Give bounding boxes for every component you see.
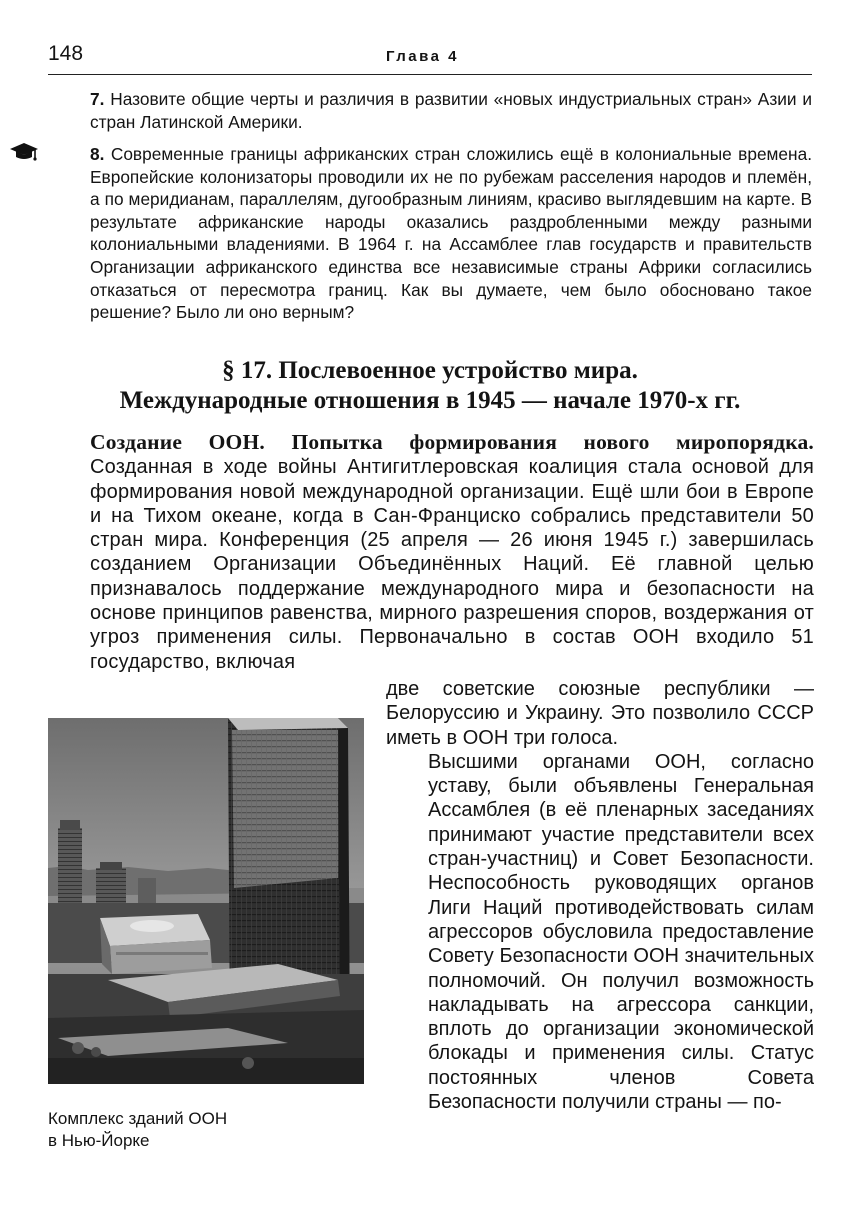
paragraph-right-2: Высшими органами ООН, согласно уставу, были объявлены Генеральная Ассамблея (в её пленарных заседаниях принимают участие представители всех стран-участниц) и Совет Безопасности. Неспособность руководящих органов Лиги Наций противодействовать силам агрессоров обусловила предоставление Совету Безопасности ООН значительных полномочий. Он получил возможность накладывать на агрессора санкции, вплоть до организации экономической блокады и применения силы. Статус постоянных членов Совета Безопасности получили страны — по- [428,750,814,1114]
figure-caption [48,1108,348,1152]
figure-caption-line-1: Комплекс зданий ООН [48,1109,228,1128]
un-complex-illustration [48,718,364,1084]
subsection-title: Создание ООН. Попытка формирования нового миропорядка. [90,430,814,454]
question-7 [48,88,812,133]
graduation-cap-icon [8,140,40,162]
question-7-number: 7. [90,89,105,109]
question-8-text: Современные границы африканских стран сложились ещё в колониальные времена. Европейские колонизаторы проводили их не по рубежам расселения народов и племён, а по меридианам, параллелям, дугообразным линиям, красиво выглядевшим на карте. В результате африканские народы оказались раздробленными между разными колониальными владениями. В 1964 г. на Ассамблее глав государств и правительств Организации африканского единства все независимые страны Африки согласились отказаться от пересмотра границ. Как вы думаете, чем было обосновано такое решение? Было ли оно верным? [90,144,812,323]
figure-caption-line-2: в Нью-Йорке [48,1131,150,1150]
subsection-text-top: Созданная в ходе войны Антигитлеровская коалиция стала основой для формирования новой международной организации. Ещё шли бои в Европе и на Тихом океане, когда в Сан-Франциско собрались представители 50 стран мира. Конференция (25 апреля — 26 июня 1945 г.) завершилась созданием Организации Объединённых Наций. Её главной целью признавалось поддержание международного мира и безопасности на основе принципов равенства, мирного разрешения споров, воздержания от угроз применения силы. Первоначально в состав ООН входило 51 государство, включая [90,456,814,673]
question-8-number: 8. [90,144,105,164]
page-header [48,40,812,75]
page-number: 148 [48,42,84,65]
chapter-title: Глава 4 [386,48,460,65]
subsection-intro [48,430,814,674]
question-7-text: Назовите общие черты и различия в развитии «новых индустриальных стран» Азии и стран Латинской Америки. [90,89,812,132]
subsection-right-column [386,677,814,1114]
section-title-line-2: Международные отношения в 1945 — начале 1970-х гг. [119,387,741,414]
paragraph-right-1: две советские союзные республики — Белоруссию и Украину. Это позволило СССР иметь в ООН три голоса. [386,678,814,749]
un-headquarters-photo [48,718,364,1084]
section-title-line-1: § 17. Послевоенное устройство мира. [222,357,638,384]
question-8 [48,143,812,324]
